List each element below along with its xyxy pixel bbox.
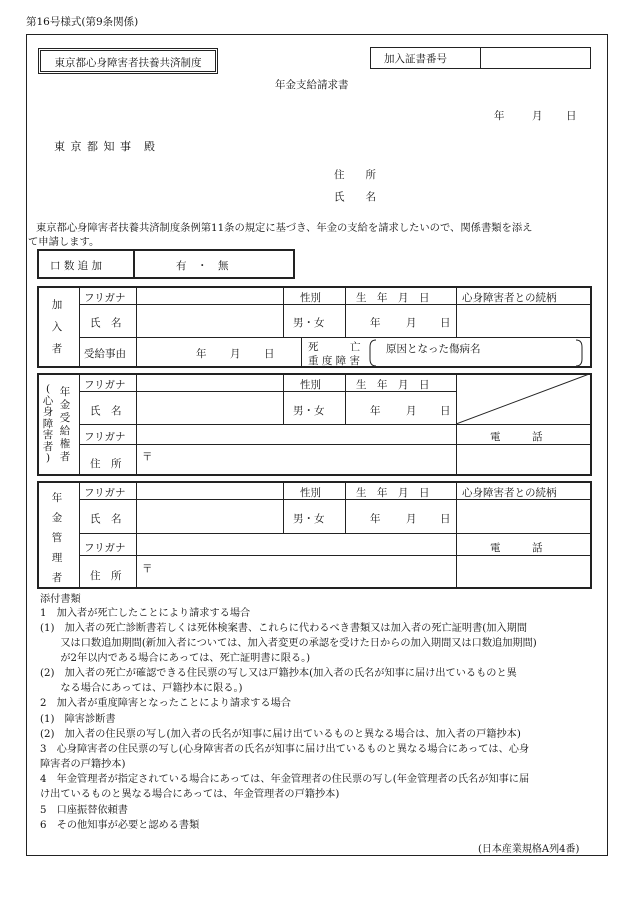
member-col6 xyxy=(301,337,302,368)
applicant-name-label: 氏 名 xyxy=(334,191,376,203)
member-reason-disability[interactable]: 重 度 障 害 xyxy=(308,355,361,367)
recipient-gender-value[interactable]: 男・女 xyxy=(293,405,325,417)
member-gender-value[interactable]: 男・女 xyxy=(293,317,325,329)
recipient-address-label: 住 所 xyxy=(90,458,122,470)
member-furigana-label: フリガナ xyxy=(84,292,126,304)
manager-gender-value[interactable]: 男・女 xyxy=(293,513,325,525)
recipient-row2 xyxy=(79,424,592,425)
member-reason-death[interactable]: 死 亡 xyxy=(308,341,361,353)
manager-dob-year[interactable]: 年 xyxy=(370,513,381,525)
member-row2 xyxy=(79,337,592,338)
units-divider xyxy=(133,249,135,279)
units-value[interactable]: 有 ・ 無 xyxy=(176,260,229,272)
member-relation-header: 心身障害者との続柄 xyxy=(462,292,557,304)
cert-label: 加入証書番号 xyxy=(384,53,447,65)
manager-gender-label: 性別 xyxy=(300,487,321,499)
attachment-line: 1 加入者が死亡したことにより請求する場合 xyxy=(40,608,251,619)
recipient-dob-header: 生 年 月 日 xyxy=(356,379,430,391)
recipient-phone-label: 電 話 xyxy=(490,431,543,443)
member-cause-label: 原因となった傷病名 xyxy=(386,343,481,355)
attachment-line: 3 心身障害者の住民票の写し(心身障害者の氏名が知事に届け出ているものと異なる場合にあっては、心身 xyxy=(40,744,530,755)
manager-col2 xyxy=(136,481,137,589)
attachment-line: (2) 加入者の住民票の写し(加入者の氏名が知事に届け出ているものと異なる場合は、加入者の戸籍抄本) xyxy=(40,729,521,740)
member-col4 xyxy=(345,286,346,337)
date-month[interactable]: 月 xyxy=(532,110,543,122)
member-col3 xyxy=(283,286,284,337)
applicant-address-label: 住 所 xyxy=(334,169,376,181)
member-gender-label: 性別 xyxy=(300,292,321,304)
member-dob-day[interactable]: 日 xyxy=(440,317,451,329)
recipient-dob-day[interactable]: 日 xyxy=(440,405,451,417)
manager-col5 xyxy=(456,481,457,589)
member-dob-header: 生 年 月 日 xyxy=(356,292,430,304)
manager-side-label: 年 金 管 理 者 xyxy=(51,492,63,584)
cert-divider xyxy=(480,47,481,69)
attachments-heading: 添付書類 xyxy=(40,594,81,605)
member-col2 xyxy=(136,286,137,368)
manager-relation-header: 心身障害者との続柄 xyxy=(462,487,557,499)
recipient-furigana-label: フリガナ xyxy=(84,379,126,391)
manager-dob-month[interactable]: 月 xyxy=(406,513,417,525)
attachment-line: (2) 加入者の死亡が確認できる住民票の写し又は戸籍抄本(加入者の氏名が知事に届け出ているものと異 xyxy=(40,668,517,679)
attachment-line: (1) 障害診断書 xyxy=(40,714,116,725)
date-day[interactable]: 日 xyxy=(566,110,577,122)
manager-col4 xyxy=(345,481,346,533)
manager-col3 xyxy=(283,481,284,533)
page-title: 年金支給請求書 xyxy=(275,79,349,91)
manager-address-label: 住 所 xyxy=(90,570,122,582)
member-name-label: 氏 名 xyxy=(90,317,122,329)
member-side-label: 加 入 者 xyxy=(51,299,63,355)
member-dob-month[interactable]: 月 xyxy=(406,317,417,329)
member-reason-label: 受給事由 xyxy=(84,348,126,360)
recipient-col4 xyxy=(345,373,346,424)
manager-dob-day[interactable]: 日 xyxy=(440,513,451,525)
manager-name-label: 氏 名 xyxy=(90,513,122,525)
manager-address-furigana-label: フリガナ xyxy=(84,542,126,554)
manager-postal-mark: 〒 xyxy=(142,563,153,575)
attachment-line: 障害者の戸籍抄本) xyxy=(40,759,126,770)
recipient-address-furigana-label: フリガナ xyxy=(84,431,126,443)
member-col5 xyxy=(456,286,457,337)
units-label: 口 数 追 加 xyxy=(50,260,103,272)
recipient-side-label: 年 金 受 給 権 者 xyxy=(59,386,71,463)
attachment-line: 2 加入者が重度障害となったことにより請求する場合 xyxy=(40,698,291,709)
paper-standard: (日本産業規格A列4番) xyxy=(478,844,580,855)
attachment-line: 5 口座振替依頼書 xyxy=(40,805,128,816)
member-reason-month[interactable]: 月 xyxy=(230,348,241,360)
manager-col1 xyxy=(79,481,80,589)
manager-furigana-label: フリガナ xyxy=(84,487,126,499)
date-year[interactable]: 年 xyxy=(494,110,505,122)
recipient-col3 xyxy=(283,373,284,424)
attachment-line: が2年以内である場合にあっては、死亡証明書に限る。) xyxy=(40,653,311,664)
recipient-diagonal xyxy=(456,373,592,424)
attachment-line: け出ているものと異なる場合にあっては、年金管理者の戸籍抄本) xyxy=(40,789,340,800)
member-col1 xyxy=(79,286,80,368)
recipient-side-label-sub: ( 心 身 障 害 者 ) xyxy=(42,383,54,464)
program-name-box xyxy=(38,48,218,74)
form-number: 第16号様式(第9条関係) xyxy=(26,16,139,28)
manager-dob-header: 生 年 月 日 xyxy=(356,487,430,499)
manager-row2 xyxy=(79,533,592,534)
attachment-line: 6 その他知事が必要と認める書類 xyxy=(40,820,200,831)
recipient-dob-month[interactable]: 月 xyxy=(406,405,417,417)
attachment-line: 4 年金管理者が指定されている場合にあっては、年金管理者の住民票の写し(年金管理者の氏名が知事に届 xyxy=(40,774,530,785)
intro-line-2: て申請します。 xyxy=(28,236,100,248)
member-reason-day[interactable]: 日 xyxy=(264,348,275,360)
recipient-gender-label: 性別 xyxy=(300,379,321,391)
intro-line-1: 東京都心身障害者扶養共済制度条例第11条の規定に基づき、年金の支給を請求したいので、関係書類を添え xyxy=(36,222,533,234)
recipient-postal-mark: 〒 xyxy=(142,451,153,463)
recipient-name-label: 氏 名 xyxy=(90,405,122,417)
attachment-line: (1) 加入者の死亡診断書若しくは死体検案書、これらに代わるべき書類又は加入者の死亡証明書(加入期間 xyxy=(40,623,528,634)
manager-phone-label: 電 話 xyxy=(490,542,543,554)
recipient-row3 xyxy=(79,444,592,445)
attachment-line: なる場合にあっては、戸籍抄本に限る。) xyxy=(40,683,243,694)
member-dob-year[interactable]: 年 xyxy=(370,317,381,329)
manager-row3 xyxy=(79,555,592,556)
recipient-dob-year[interactable]: 年 xyxy=(370,405,381,417)
addressee: 東 京 都 知 事 殿 xyxy=(54,140,156,153)
member-reason-year[interactable]: 年 xyxy=(196,348,207,360)
program-name: 東京都心身障害者扶養共済制度 xyxy=(54,57,202,69)
attachment-line: 又は口数追加期間(新加入者については、加入者変更の承認を受けた日からの加入期間又は口数追加期間) xyxy=(40,638,537,649)
